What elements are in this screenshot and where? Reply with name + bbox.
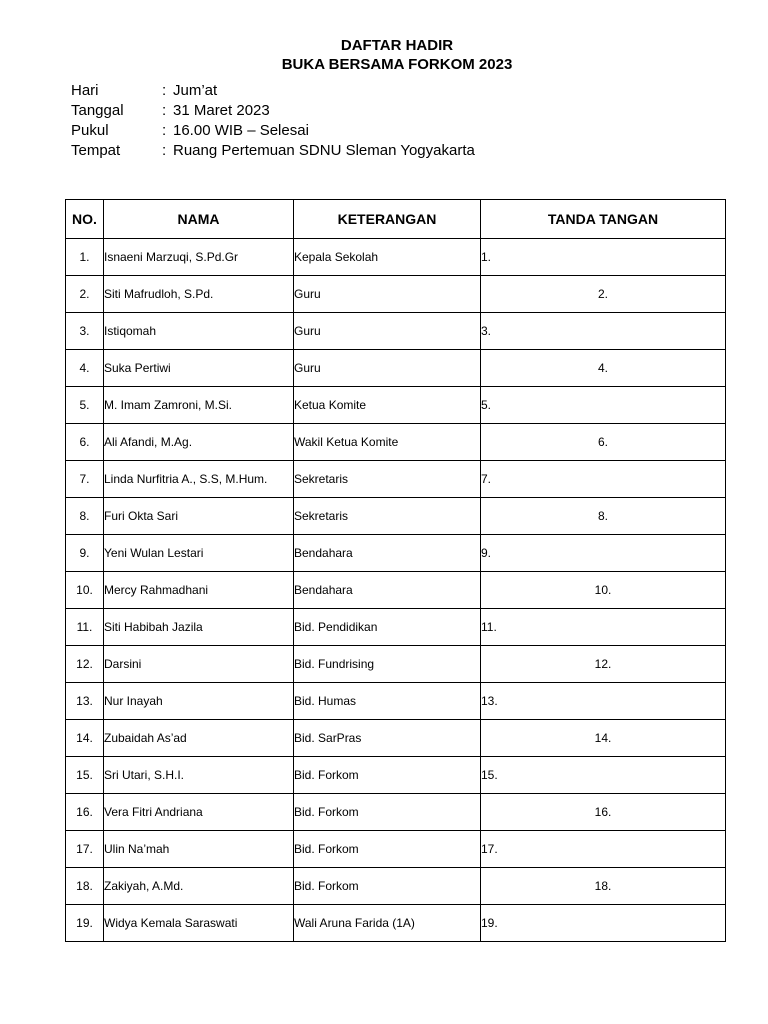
row-name: Isnaeni Marzuqi, S.Pd.Gr [104, 239, 294, 276]
row-number: 7. [66, 461, 104, 498]
table-row [66, 868, 726, 905]
info-value: 31 Maret 2023 [173, 102, 270, 119]
row-number: 13. [66, 683, 104, 720]
row-number: 5. [66, 387, 104, 424]
table-row [66, 387, 726, 424]
row-name: Darsini [104, 646, 294, 683]
table-row [66, 905, 726, 942]
row-keterangan: Bid. Forkom [294, 757, 481, 794]
table-header-row [66, 200, 726, 239]
attendance-table [65, 199, 726, 942]
row-name: Zubaidah As’ad [104, 720, 294, 757]
signature-cell[interactable]: 10. [481, 572, 726, 609]
table-row [66, 276, 726, 313]
signature-cell[interactable]: 16. [481, 794, 726, 831]
info-row-tanggal [71, 101, 475, 121]
row-keterangan: Bid. Forkom [294, 868, 481, 905]
row-keterangan: Bendahara [294, 572, 481, 609]
row-number: 17. [66, 831, 104, 868]
info-separator: : [162, 102, 167, 119]
table-row [66, 720, 726, 757]
row-keterangan: Guru [294, 350, 481, 387]
signature-cell[interactable]: 11. [481, 609, 726, 646]
header-tanda-tangan: TANDA TANGAN [481, 200, 726, 239]
row-keterangan: Wakil Ketua Komite [294, 424, 481, 461]
info-value: 16.00 WIB – Selesai [173, 122, 309, 139]
document-title: DAFTAR HADIR [340, 37, 454, 54]
table-row [66, 646, 726, 683]
row-number: 1. [66, 239, 104, 276]
row-keterangan: Bid. Pendidikan [294, 609, 481, 646]
row-keterangan: Bid. Fundrising [294, 646, 481, 683]
row-name: Mercy Rahmadhani [104, 572, 294, 609]
signature-cell[interactable]: 1. [481, 239, 726, 276]
signature-cell[interactable]: 15. [481, 757, 726, 794]
table-row [66, 239, 726, 276]
row-name: Ulin Na’mah [104, 831, 294, 868]
row-name: M. Imam Zamroni, M.Si. [104, 387, 294, 424]
signature-cell[interactable]: 19. [481, 905, 726, 942]
info-separator: : [162, 82, 167, 99]
signature-cell[interactable]: 2. [481, 276, 726, 313]
row-keterangan: Bid. SarPras [294, 720, 481, 757]
row-number: 19. [66, 905, 104, 942]
table-row [66, 831, 726, 868]
table-row [66, 794, 726, 831]
row-name: Nur Inayah [104, 683, 294, 720]
row-name: Siti Mafrudloh, S.Pd. [104, 276, 294, 313]
row-keterangan: Guru [294, 313, 481, 350]
row-keterangan: Guru [294, 276, 481, 313]
table-row [66, 350, 726, 387]
row-name: Siti Habibah Jazila [104, 609, 294, 646]
row-keterangan: Wali Aruna Farida (1A) [294, 905, 481, 942]
header-keterangan: KETERANGAN [294, 200, 481, 239]
row-number: 9. [66, 535, 104, 572]
signature-cell[interactable]: 17. [481, 831, 726, 868]
header-nama: NAMA [104, 200, 294, 239]
row-number: 2. [66, 276, 104, 313]
table-row [66, 313, 726, 350]
table-row [66, 572, 726, 609]
row-number: 8. [66, 498, 104, 535]
header-no: NO. [66, 200, 104, 239]
row-name: Sri Utari, S.H.I. [104, 757, 294, 794]
info-label: Pukul [71, 122, 109, 139]
document-subtitle: BUKA BERSAMA FORKOM 2023 [281, 56, 513, 73]
info-row-hari [71, 81, 475, 101]
info-value: Jum’at [173, 82, 218, 99]
row-name: Linda Nurfitria A., S.S, M.Hum. [104, 461, 294, 498]
row-number: 12. [66, 646, 104, 683]
signature-cell[interactable]: 9. [481, 535, 726, 572]
signature-cell[interactable]: 14. [481, 720, 726, 757]
signature-cell[interactable]: 5. [481, 387, 726, 424]
row-number: 18. [66, 868, 104, 905]
table-row [66, 461, 726, 498]
signature-cell[interactable]: 8. [481, 498, 726, 535]
row-number: 14. [66, 720, 104, 757]
signature-cell[interactable]: 4. [481, 350, 726, 387]
signature-cell[interactable]: 13. [481, 683, 726, 720]
event-info [71, 81, 475, 161]
row-name: Yeni Wulan Lestari [104, 535, 294, 572]
row-name: Zakiyah, A.Md. [104, 868, 294, 905]
signature-cell[interactable]: 18. [481, 868, 726, 905]
info-separator: : [162, 122, 167, 139]
table-row [66, 757, 726, 794]
info-row-pukul [71, 121, 475, 141]
table-row [66, 683, 726, 720]
table-row [66, 498, 726, 535]
row-number: 15. [66, 757, 104, 794]
row-name: Suka Pertiwi [104, 350, 294, 387]
row-keterangan: Sekretaris [294, 461, 481, 498]
row-number: 3. [66, 313, 104, 350]
row-name: Istiqomah [104, 313, 294, 350]
table-row [66, 609, 726, 646]
signature-cell[interactable]: 12. [481, 646, 726, 683]
table-row [66, 424, 726, 461]
info-separator: : [162, 142, 167, 159]
row-number: 16. [66, 794, 104, 831]
row-keterangan: Bid. Humas [294, 683, 481, 720]
info-label: Tempat [71, 142, 121, 159]
row-keterangan: Bendahara [294, 535, 481, 572]
row-number: 4. [66, 350, 104, 387]
row-keterangan: Kepala Sekolah [294, 239, 481, 276]
signature-cell[interactable]: 3. [481, 313, 726, 350]
info-row-tempat [71, 141, 475, 161]
table-row [66, 535, 726, 572]
table-body [66, 239, 726, 942]
row-keterangan: Ketua Komite [294, 387, 481, 424]
signature-cell[interactable]: 7. [481, 461, 726, 498]
row-number: 11. [66, 609, 104, 646]
row-number: 10. [66, 572, 104, 609]
row-keterangan: Bid. Forkom [294, 831, 481, 868]
info-label: Hari [71, 82, 99, 99]
row-keterangan: Sekretaris [294, 498, 481, 535]
signature-cell[interactable]: 6. [481, 424, 726, 461]
row-keterangan: Bid. Forkom [294, 794, 481, 831]
info-label: Tanggal [71, 102, 124, 119]
info-value: Ruang Pertemuan SDNU Sleman Yogyakarta [173, 142, 475, 159]
row-number: 6. [66, 424, 104, 461]
row-name: Furi Okta Sari [104, 498, 294, 535]
row-name: Widya Kemala Saraswati [104, 905, 294, 942]
row-name: Ali Afandi, M.Ag. [104, 424, 294, 461]
row-name: Vera Fitri Andriana [104, 794, 294, 831]
